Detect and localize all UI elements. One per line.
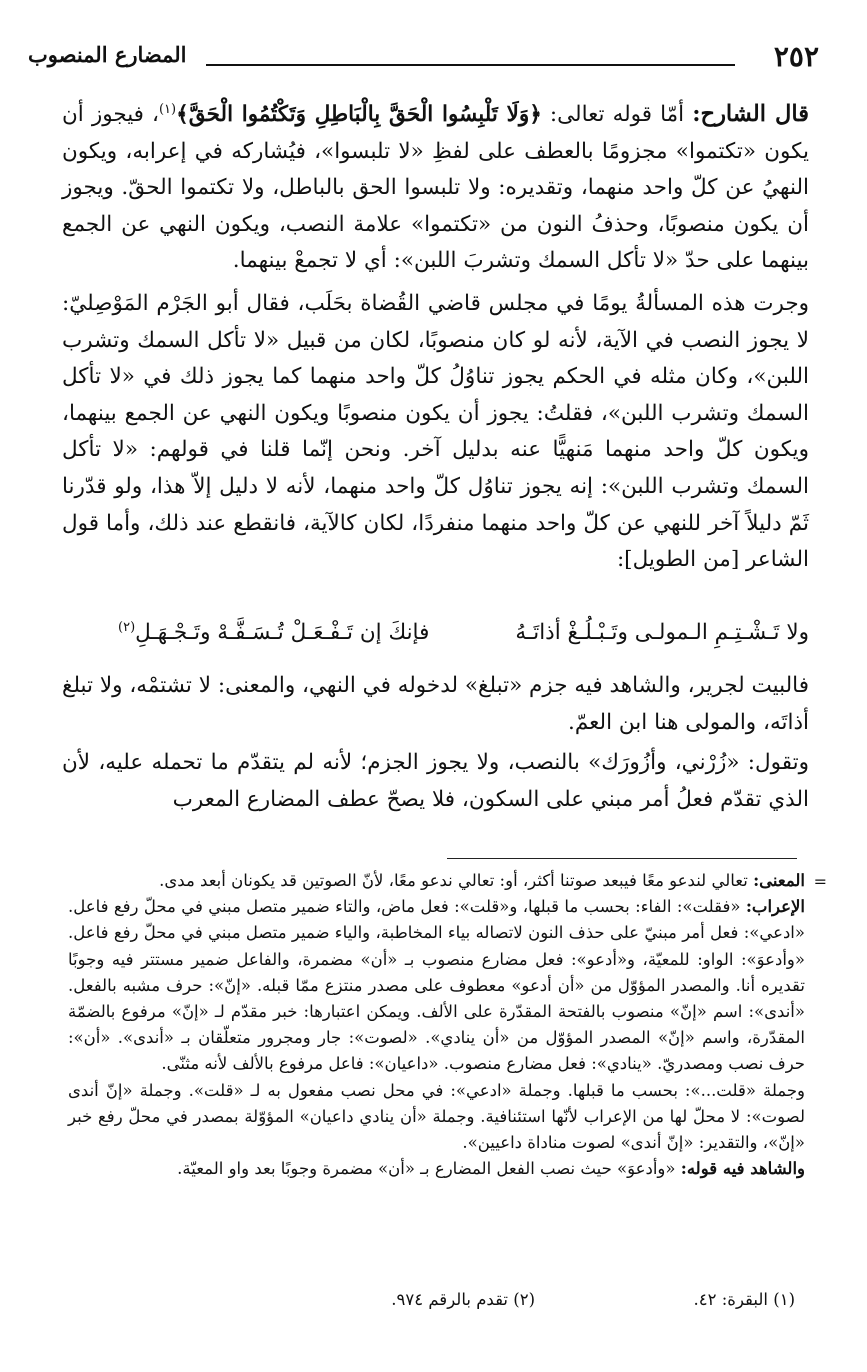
note-evidence xyxy=(68,1156,805,1182)
footnote-continuation-mark: = xyxy=(813,872,827,891)
note-grammar xyxy=(68,894,805,1077)
main-text-continued xyxy=(62,668,809,818)
note-meaning-text: تعالي لندعو معًا فيبعد صوتنا أكثر، أو: تعالي ندعو معًا، لأنّ الصوتين قد يكونان أبعد مدى. xyxy=(159,871,748,890)
paragraph-commentary xyxy=(62,96,809,280)
verse-first-hemistich: ولا تَـشْـتِـمِ الـمولـى وتَـبْـلُـغْ أذاتَـهُ xyxy=(515,620,809,645)
verse-second-hemistich xyxy=(118,620,429,645)
footnote-ref-1: (١) xyxy=(158,101,177,117)
paragraph-example: وتقول: «زُرْني، وأزُورَك» بالنصب، ولا يجوز الجزم؛ لأنه لم يتقدّم ما تحمله عليه، لأن الذي تقدّم فعلُ أمر مبني على السكون، فلا يصحّ عطف المضارع المعرب xyxy=(62,750,809,812)
commentator-label: قال الشارح: xyxy=(692,101,809,127)
footnote-2: (٢) تقدم بالرقم ٩٧٤. xyxy=(391,1290,535,1309)
footnote-separator xyxy=(447,858,797,859)
note-evidence-label: والشاهد فيه قوله: xyxy=(680,1159,805,1179)
verse-second-text: فإنكَ إن تَـفْـعَـلْ تُـسَـفَّـهْ وتَـجْـهَـلِ xyxy=(135,620,430,646)
quran-verse: ﴿وَلَا تَلْبِسُوا الْحَقَّ بِالْبَاطِلِ وَتَكْتُمُوا الْحَقَّ﴾ xyxy=(176,102,542,127)
paragraph-body: ، فيجوز أن يكون «تكتموا» مجزومًا بالعطف على لفظِ «لا تلبسوا»، فيُشاركه في إعرابه، ويكون النهيُ عن كلّ واحد منهما، وتقديره: ولا تلبسوا الحق بالباطل، ولا تكتموا الحقّ. ويجوز أن يكون منصوبًا، وحذفُ النون من «تكتموا» علامة النصب، ويكون النهي عن الجمع بينهما على حدّ «لا تأكل السمك وتشربَ اللبن»: أي لا تجمعْ بينهما. xyxy=(62,102,809,274)
note-evidence-text: «وأدعوَ» حيث نصب الفعل المضارع بـ «أن» مضمرة وجوبًا بعد واو المعيّة. xyxy=(177,1159,676,1179)
footnotes-block xyxy=(68,868,805,1182)
page-number: ٢٥٢ xyxy=(773,40,819,73)
main-text xyxy=(62,96,809,579)
note-grammar-label: الإعراب: xyxy=(745,897,805,917)
note-sentences: وجملة «قلت...»: بحسب ما قبلها. وجملة «ادعي»: في محل نصب مفعول به لـ «قلت». وجملة «إنّ أندى لصوت»: لا محلّ لها من الإعراب لأنّها استئنافية. وجملة «أن ينادي داعيان» المؤوّلة بمصدر في محلّ رفع خبر «إنّ»، والتقدير: «إنّ أندى» لصوت مناداة داعيين». xyxy=(68,1080,805,1153)
paragraph-intro: أمّا قوله تعالى: xyxy=(549,102,685,127)
paragraph-verse-commentary: فالبيت لجرير، والشاهد فيه جزم «تبلغ» لدخوله في النهي، والمعنى: لا تشتمْه، ولا تبلغ أذاتَه، والمولى هنا ابن العمّ. xyxy=(62,673,809,735)
paragraph-anecdote: وجرت هذه المسألةُ يومًا في مجلس قاضي القُضاة بحَلَب، فقال أبو الجَرْم المَوْصِليّ: لا يجوز النصب في الآية، لأنه لو كان منصوبًا، لكان من قبيل «لا تأكل السمك وتشرب اللبن»، وكان مثله في الحكم يجوز تناوُلُ كلّ واحد منهما كما يجوز ذلك في «لا تأكل السمك وتشرب اللبن»، فقلتُ: يجوز أن يكون منصوبًا ويكون النهي عن الجمع بينهما، ويكون كلّ واحد منهما مَنهيًّا عنه بدليل آخر. ونحن إنّما قلنا في قولهم: «لا تأكل السمك وتشرب اللبن»: إنه يجوز تناوُل كلّ واحد منهما، لأنه لا دليل إلاّ هذا، ولو قدّرنا ثَمّ دليلاً آخر للنهي عن كلّ واحد منهما منفردًا، لكان كالآية، فانقطع عند ذلك، وأما قول الشاعر [من الطويل]: xyxy=(62,290,809,573)
note-meaning-label: المعنى: xyxy=(753,871,805,890)
footnote-ref-2: (٢) xyxy=(118,620,136,635)
poetry-verse xyxy=(118,620,809,660)
header-rule xyxy=(206,64,735,66)
header-title: المضارع المنصوب xyxy=(28,42,187,67)
running-header xyxy=(28,38,819,78)
note-meaning xyxy=(68,868,805,894)
footnote-1: (١) البقرة: ٤٢. xyxy=(693,1290,795,1309)
note-grammar-text: «فقلت»: الفاء: بحسب ما قبلها، و«قلت»: فعل ماض، والتاء ضمير متصل مبني في محلّ رفع فاعل. «ادعي»: فعل أمر مبنيّ على حذف النون لاتصاله بياء المخاطبة، والياء ضمير متصل مبني في محلّ رفع فاعل. «وأدعوَ»: الواو: للمعيّة، و«أدعو»: فعل مضارع منصوب بـ «أن» مضمرة، والفاعل ضمير مستتر فيه وجوبًا تقديره أنا. والمصدر المؤوّل من «أن أدعو» معطوف على مصدر منتزع ممّا قبله. «إنّ»: حرف مشبه بالفعل. «أندى»: اسم «إنّ» منصوب بالفتحة المقدّرة على الألف. ويمكن اعتبارها: خبر مقدّم لـ «إنّ» مرفوع بالضمّة المقدّرة، واسم «إنّ» المصدر المؤوّل من «أن ينادي». «لصوت»: جار ومجرور متعلّقان بـ «أندى». «أن»: حرف نصب ومصدريّ. «ينادي»: فعل مضارع منصوب. «داعيان»: فاعل مرفوع بالألف لأنه مثنّى. xyxy=(68,897,805,1074)
